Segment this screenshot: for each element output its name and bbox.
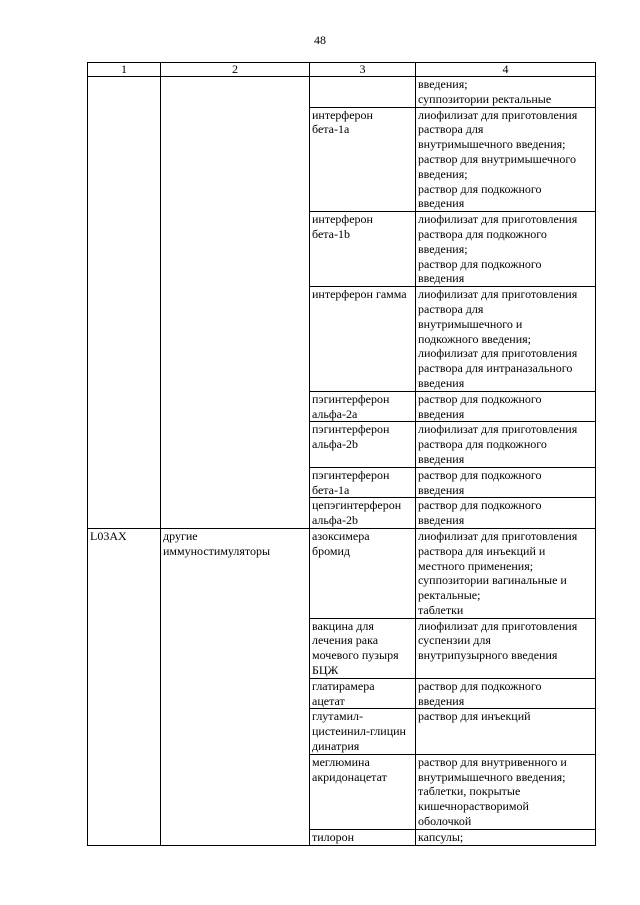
substance-cell: интерферон бета-1a	[310, 107, 416, 212]
header-col-2: 2	[161, 63, 310, 77]
dosage-form-cell: лиофилизат для приготовления раствора для подкожного введения	[416, 422, 596, 467]
table-header	[88, 63, 596, 77]
dosage-form-cell: раствор для подкожного введения	[416, 467, 596, 498]
dosage-form-cell: лиофилизат для приготовления раствора для инъекций и местного применения; суппозитории вагинальные и ректальные; таблетки	[416, 528, 596, 618]
table-body	[88, 77, 596, 846]
pharmacological-group-cell	[161, 77, 310, 529]
substance-cell: глутамил- цистеинил-глицин динатрия	[310, 709, 416, 754]
header-col-4: 4	[416, 63, 596, 77]
dosage-form-cell: лиофилизат для приготовления суспензии для внутрипузырного введения	[416, 618, 596, 678]
table-row	[88, 528, 596, 618]
dosage-form-cell: раствор для внутривенного и внутримышечного введения; таблетки, покрытые кишечнорастворимой оболочкой	[416, 754, 596, 829]
dosage-form-cell: раствор для инъекций	[416, 709, 596, 754]
substance-cell: интерферон гамма	[310, 287, 416, 392]
atc-code-cell	[88, 77, 161, 529]
dosage-form-cell: лиофилизат для приготовления раствора для внутримышечного введения; раствор для внутримышечного введения; раствор для подкожного введения	[416, 107, 596, 212]
substance-cell: пэгинтерферон альфа-2b	[310, 422, 416, 467]
substance-cell: глатирамера ацетат	[310, 678, 416, 709]
drug-table	[87, 62, 596, 846]
substance-cell: меглюмина акридонацетат	[310, 754, 416, 829]
page-number: 48	[314, 33, 326, 47]
dosage-form-cell: введения; суппозитории ректальные	[416, 77, 596, 108]
atc-code-cell: L03AX	[88, 528, 161, 845]
table-row	[88, 77, 596, 108]
substance-cell: вакцина для лечения рака мочевого пузыря БЦЖ	[310, 618, 416, 678]
dosage-form-cell: лиофилизат для приготовления раствора для внутримышечного и подкожного введения; лиофилизат для приготовления раствора для интраназального введения	[416, 287, 596, 392]
substance-cell: тилорон	[310, 829, 416, 845]
dosage-form-cell: раствор для подкожного введения	[416, 391, 596, 422]
dosage-form-cell: лиофилизат для приготовления раствора для подкожного введения; раствор для подкожного введения	[416, 212, 596, 287]
pharmacological-group-cell: другие иммуностимуляторы	[161, 528, 310, 845]
substance-cell: интерферон бета-1b	[310, 212, 416, 287]
substance-cell: пэгинтерферон бета-1а	[310, 467, 416, 498]
header-col-1: 1	[88, 63, 161, 77]
dosage-form-cell: капсулы;	[416, 829, 596, 845]
substance-cell: пэгинтерферон альфа-2а	[310, 391, 416, 422]
dosage-form-cell: раствор для подкожного введения	[416, 498, 596, 529]
substance-cell: цепэгинтерферон альфа-2b	[310, 498, 416, 529]
dosage-form-cell: раствор для подкожного введения	[416, 678, 596, 709]
substance-cell: азоксимера бромид	[310, 528, 416, 618]
header-col-3: 3	[310, 63, 416, 77]
substance-cell	[310, 77, 416, 108]
